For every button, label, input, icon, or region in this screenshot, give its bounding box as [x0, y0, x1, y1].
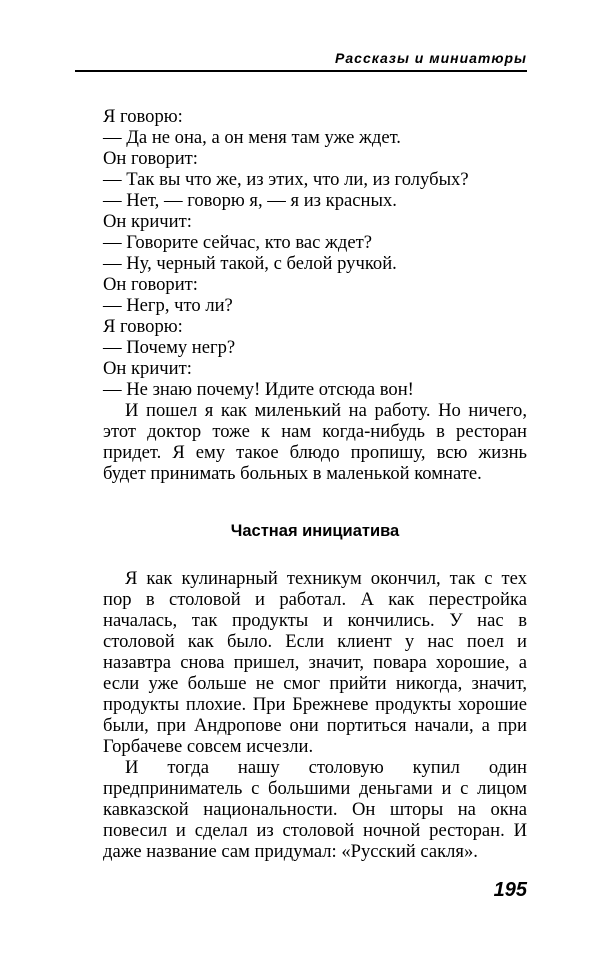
dialogue-line: Я говорю:: [103, 106, 183, 127]
running-head-title: Рассказы и миниатюры: [335, 50, 527, 66]
dialogue-block: [103, 106, 527, 484]
dialogue-line: Он кричит:: [103, 358, 192, 379]
section-title: Частная инициатива: [230, 522, 400, 540]
dialogue-line: Он говорит:: [103, 274, 198, 295]
dialogue-line: — Не знаю почему! Идите отсюда вон!: [103, 379, 414, 400]
section-paragraph: И тогда нашу столовую купил один предприниматель с большими деньгами и с лицом кавказской национальности. Он шторы на окна повесил и сделал из столовой ночной ресторан. И даже название сам придумал: «Русский сакля».: [103, 757, 527, 862]
dialogue-line: Он кричит:: [103, 211, 192, 232]
dialogue-line: Он говорит:: [103, 148, 198, 169]
dialogue-line: — Нет, — говорю я, — я из красных.: [103, 190, 397, 211]
section-body: [103, 568, 527, 862]
closing-paragraph: И пошел я как миленький на работу. Но ничего, этот доктор тоже к нам когда-нибудь в ресторан придет. Я ему такое блюдо пропишу, всю жизнь будет принимать больных в маленькой комнате.: [103, 400, 527, 484]
dialogue-line: Я говорю:: [103, 316, 183, 337]
page-number: 195: [493, 879, 527, 901]
dialogue-line: — Негр, что ли?: [103, 295, 233, 316]
section-paragraph: Я как кулинарный техникум окончил, так с тех пор в столовой и работал. А как перестройка началась, так продукты и кончились. У нас в столовой как было. Если клиент у нас поел и назавтра снова пришел, значит, повара хорошие, а если уже больше не смог прийти никогда, значит, продукты плохие. При Брежневе продукты хорошие были, при Андропове они портиться начали, а при Горбачеве совсем исчезли.: [103, 568, 527, 757]
dialogue-line: — Да не она, а он меня там уже ждет.: [103, 127, 401, 148]
running-head: [75, 48, 527, 72]
dialogue-line: — Так вы что же, из этих, что ли, из голубых?: [103, 169, 469, 190]
dialogue-line: — Ну, черный такой, с белой ручкой.: [103, 253, 397, 274]
dialogue-line: — Почему негр?: [103, 337, 236, 358]
dialogue-line: — Говорите сейчас, кто вас ждет?: [103, 232, 372, 253]
